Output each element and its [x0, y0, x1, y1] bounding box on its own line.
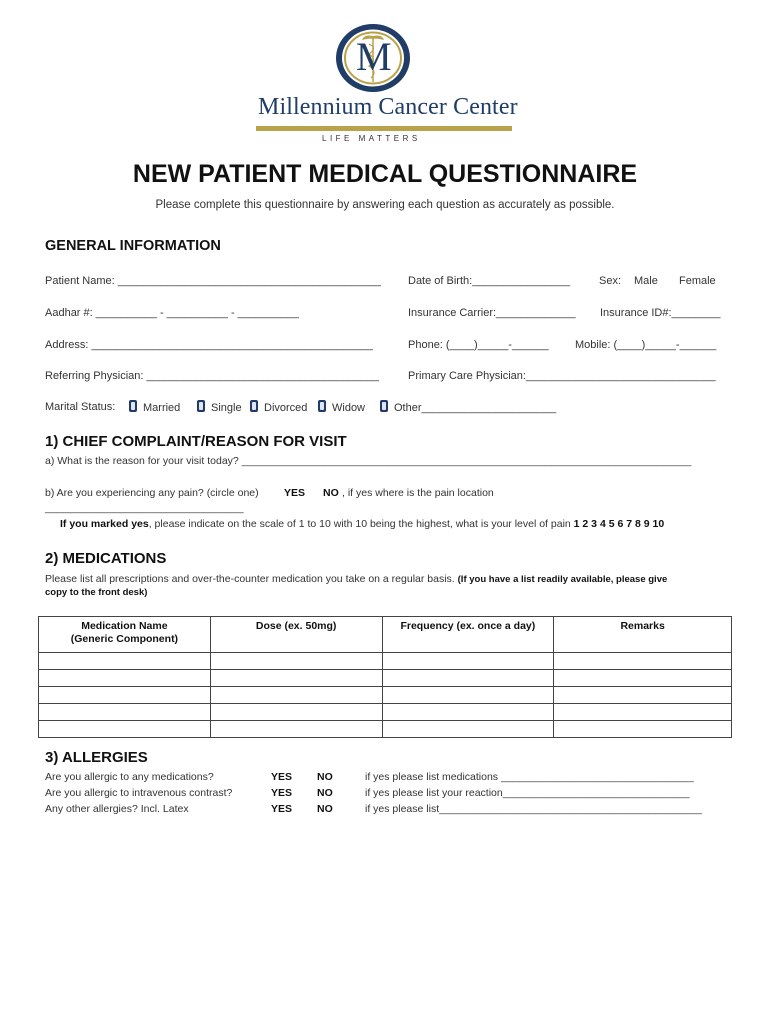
table-row — [39, 704, 732, 721]
insurance-carrier-field[interactable]: Insurance Carrier:_____________ — [408, 307, 576, 319]
marital-married-option[interactable]: Married — [129, 400, 180, 414]
table-cell[interactable] — [39, 687, 211, 704]
col-remarks: Remarks — [554, 617, 732, 653]
pain-yes-option[interactable]: YES — [284, 487, 306, 499]
marital-divorced-option[interactable]: Divorced — [250, 400, 307, 414]
table-cell[interactable] — [39, 653, 211, 670]
medications-table — [38, 616, 732, 738]
allergy-no-option[interactable]: NO — [317, 803, 333, 815]
logo-monogram: M — [356, 34, 392, 79]
page-subtitle: Please complete this questionnaire by answering each question as accurately as possible. — [155, 199, 615, 211]
pain-location-prompt: , if yes where is the pain location — [342, 487, 494, 499]
page-title: NEW PATIENT MEDICAL QUESTIONNAIRE — [132, 160, 638, 188]
chief-complaint-heading: 1) CHIEF COMPLAINT/REASON FOR VISIT — [45, 433, 347, 450]
patient-name-field[interactable]: Patient Name: ___________________________________________ — [45, 275, 381, 287]
allergy-followup-field[interactable]: if yes please list medications _________________________________ — [365, 771, 694, 783]
address-field[interactable]: Address: ______________________________________________ — [45, 339, 373, 351]
medications-instructions: Please list all prescriptions and over-the-counter medication you take on a regular basis. (If you have a list readily available, please give — [45, 573, 668, 585]
primary-care-field[interactable]: Primary Care Physician:_______________________________ — [408, 370, 716, 382]
sex-male-option[interactable]: Male — [634, 275, 658, 287]
table-cell[interactable] — [39, 721, 211, 738]
table-cell[interactable] — [382, 653, 554, 670]
reason-for-visit-field[interactable]: a) What is the reason for your visit today? _____________________________________________________________________________ — [45, 455, 692, 467]
col-frequency: Frequency (ex. once a day) — [382, 617, 554, 653]
referring-physician-field[interactable]: Referring Physician: ______________________________________ — [45, 370, 379, 382]
table-cell[interactable] — [554, 670, 732, 687]
phone-field[interactable]: Phone: (____)_____-______ — [408, 339, 549, 351]
allergy-followup-field[interactable]: if yes please list_____________________________________________ — [365, 803, 702, 815]
sex-label: Sex: — [599, 275, 622, 287]
col-medication-name: Medication Name (Generic Component) — [39, 617, 211, 653]
allergy-yes-option[interactable]: YES — [271, 803, 293, 815]
table-cell[interactable] — [210, 721, 382, 738]
allergy-no-option[interactable]: NO — [317, 787, 333, 799]
general-heading: GENERAL INFORMATION — [45, 238, 221, 254]
checkbox-icon — [250, 400, 258, 412]
table-cell[interactable] — [554, 687, 732, 704]
pain-question: b) Are you experiencing any pain? (circle one) — [45, 487, 259, 499]
allergy-question: Are you allergic to intravenous contrast? — [45, 787, 233, 799]
table-cell[interactable] — [39, 704, 211, 721]
table-cell[interactable] — [382, 721, 554, 738]
marital-widow-option[interactable]: Widow — [318, 400, 365, 414]
pain-location-field[interactable]: __________________________________ — [45, 502, 244, 514]
mobile-field[interactable]: Mobile: (____)_____-______ — [575, 339, 717, 351]
logo-divider — [256, 126, 512, 131]
table-cell[interactable] — [554, 704, 732, 721]
table-row — [39, 687, 732, 704]
pain-no-option[interactable]: NO — [323, 487, 339, 499]
allergy-question: Any other allergies? Incl. Latex — [45, 803, 189, 815]
pain-scale-question: If you marked yes, please indicate on the scale of 1 to 10 with 10 being the highest, what is your level of pain 1 2 3 4 5 6 7 8 9 10 — [60, 518, 665, 530]
dob-field[interactable]: Date of Birth:________________ — [408, 275, 571, 287]
table-cell[interactable] — [554, 721, 732, 738]
table-cell[interactable] — [210, 704, 382, 721]
logo-tagline: LIFE MATTERS — [322, 134, 421, 143]
allergy-yes-option[interactable]: YES — [271, 771, 293, 783]
medications-heading: 2) MEDICATIONS — [45, 550, 167, 567]
allergy-question: Are you allergic to any medications? — [45, 771, 214, 783]
checkbox-icon — [318, 400, 326, 412]
table-cell[interactable] — [382, 687, 554, 704]
marital-single-option[interactable]: Single — [197, 400, 242, 414]
sex-female-option[interactable]: Female — [679, 275, 716, 287]
marital-other-option[interactable]: Other______________________ — [380, 400, 556, 414]
allergy-followup-field[interactable]: if yes please list your reaction________________________________ — [365, 787, 690, 799]
table-cell[interactable] — [39, 670, 211, 687]
table-cell[interactable] — [210, 687, 382, 704]
allergy-no-option[interactable]: NO — [317, 771, 333, 783]
pain-scale-options[interactable]: 1 2 3 4 5 6 7 8 9 10 — [573, 518, 665, 530]
allergy-yes-option[interactable]: YES — [271, 787, 293, 799]
table-cell[interactable] — [382, 670, 554, 687]
table-row — [39, 721, 732, 738]
insurance-id-field[interactable]: Insurance ID#:________ — [600, 307, 721, 319]
table-cell[interactable] — [210, 670, 382, 687]
table-cell[interactable] — [382, 704, 554, 721]
aadhar-field[interactable]: Aadhar #: __________ - __________ - __________ — [45, 307, 299, 319]
checkbox-icon — [380, 400, 388, 412]
marital-label: Marital Status: — [45, 401, 116, 413]
col-dose: Dose (ex. 50mg) — [210, 617, 382, 653]
medications-instructions-cont: copy to the front desk) — [45, 587, 148, 598]
logo-name: Millennium Cancer Center — [258, 94, 518, 120]
table-row — [39, 653, 732, 670]
table-cell[interactable] — [210, 653, 382, 670]
allergies-heading: 3) ALLERGIES — [45, 749, 148, 766]
table-row — [39, 670, 732, 687]
checkbox-icon — [197, 400, 205, 412]
table-cell[interactable] — [554, 653, 732, 670]
checkbox-icon — [129, 400, 137, 412]
